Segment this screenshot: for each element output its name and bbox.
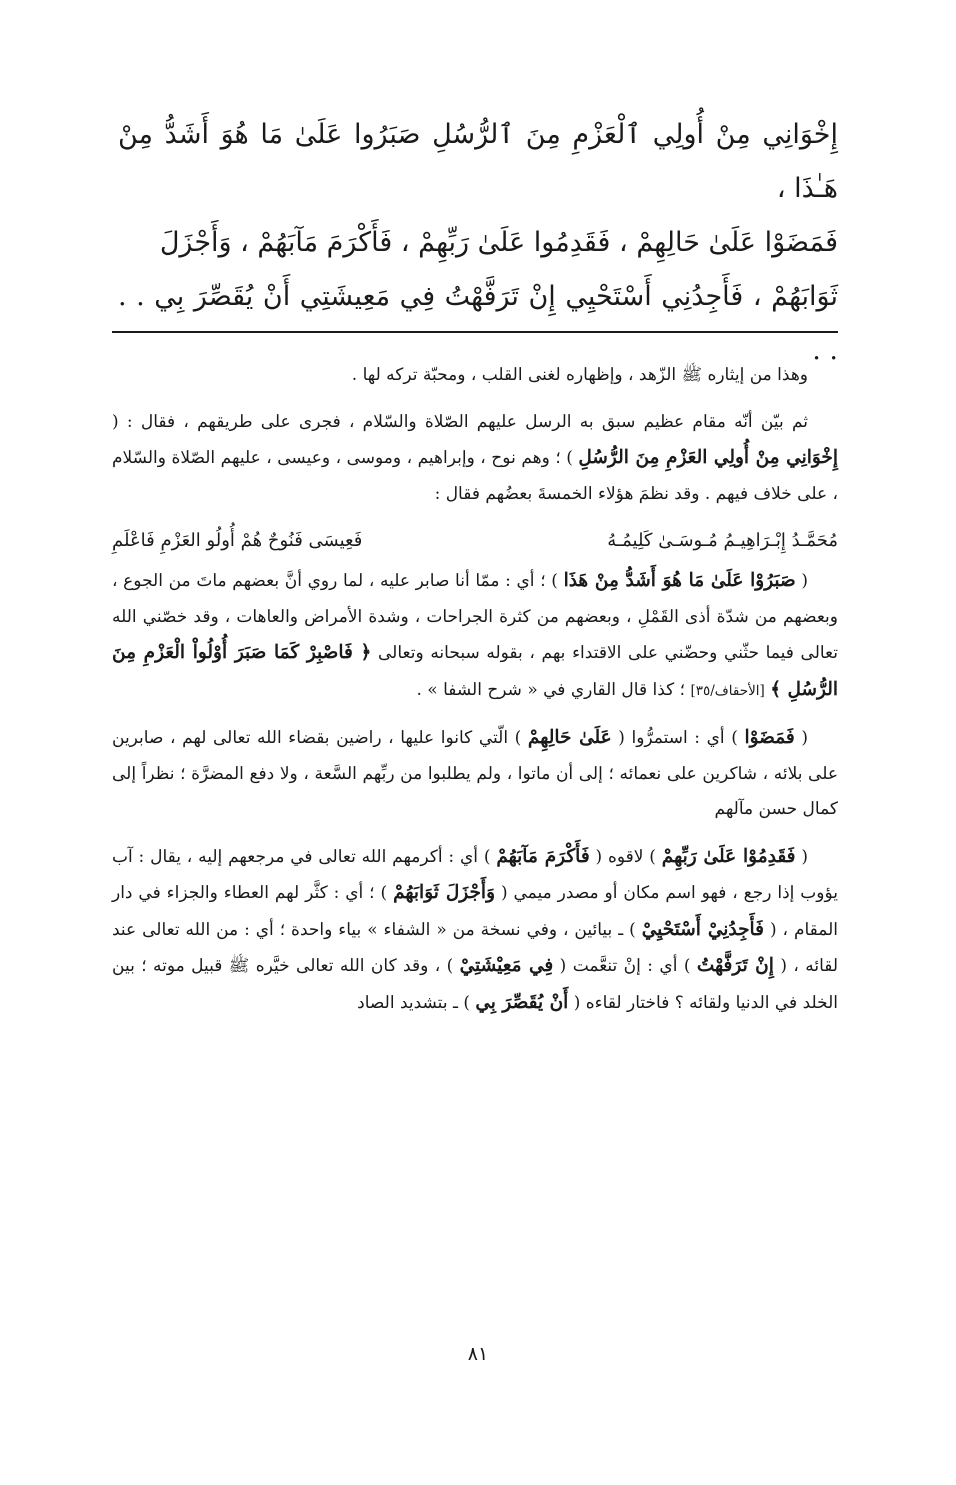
quoted-text: فَأَجِدُنِيْ أَسْتَحْيِيْ — [641, 918, 765, 940]
poetry-verse — [112, 523, 838, 559]
hadith-line-2: فَمَضَوْا عَلَىٰ حَالِهِمْ ، فَقَدِمُوا عَلَىٰ رَبِّهِمْ ، فَأَكْرَمَ مَآبَهُمْ ، وَأَجْزَلَ — [159, 227, 838, 258]
quoted-text: إِنْ تَرَفَّهْتُ — [696, 955, 774, 976]
text: ؛ كذا قال القاري في « شرح الشفا » . — [416, 679, 686, 700]
text: ) ـ بتشديد الصاد — [357, 992, 470, 1013]
quoted-text: أَنْ يُقَصِّرَ بِي — [475, 991, 569, 1013]
separator-rule — [112, 331, 838, 333]
quran-verse: ﴿ فَاصْبِرْ كَمَا صَبَرَ أُوْلُواْ الْعَزْمِ مِنَ الرُّسُلِ ﴾ — [112, 642, 838, 700]
verse-reference: [الأحقاف/٣٥] — [690, 682, 765, 699]
hadith-line-3: ثَوَابَهُمْ ، فَأَجِدُنِي أَسْتَحْيِي إِنْ تَرَفَّهْتُ فِي مَعِيشَتِي أَنْ يُقَصِّرَ بِي . . . . — [118, 281, 838, 366]
text: ) الّتي كانوا عليها ، راضين بقضاء الله تعالى لهم ، صابرين على بلائه ، شاكرين على نعمائه ؛ إلى أن ماتوا ، ولم يطلبوا من ربِّهم السَّعة ، ولا دفع المضرَّة ؛ نظراً إلى كمال حسن مآلهم — [112, 728, 838, 819]
text: ثم بيّن أنّه مقام عظيم سبق به الرسل عليهم الصّلاة والسّلام ، فجرى على طريقهم ، فقال : ( — [112, 411, 808, 432]
text: ) ؛ وهم نوح ، وإبراهيم ، وموسى ، وعيسى ، عليهم الصّلاة والسّلام ، على خلاف فيهم . وقد نظمَ هؤلاء الخمسةَ بعضُهم فقال : — [112, 448, 838, 504]
text: ) لاقوه ( — [595, 846, 656, 867]
commentary-paragraph-2 — [112, 405, 838, 513]
quoted-text: عَلَىٰ حَالِهِمْ — [527, 727, 612, 748]
quoted-text: فَأَكْرَمَ مَآبَهُمْ — [496, 845, 590, 867]
text: ) أي : إنْ تنعَّمت ( — [559, 956, 691, 976]
page-number: ٨١ — [467, 1343, 489, 1365]
text: ) أي : استمرُّوا ( — [618, 728, 738, 748]
commentary-paragraph-5 — [112, 839, 838, 1022]
commentary-paragraph-4 — [112, 720, 838, 828]
text: ( — [801, 846, 808, 867]
text: ) ؛ أي : كثَّر لهم العطاء والجزاء في دار المقام ، ( — [112, 883, 838, 940]
hadith-line-1: إِخْوَانِي مِنْ أُولِي ٱلْعَزْمِ مِنَ ٱلرُّسُلِ صَبَرُوا عَلَىٰ مَا هُوَ أَشَدُّ مِنْ هَـٰذَا ، — [118, 119, 838, 204]
commentary — [112, 358, 838, 1032]
book-page — [112, 108, 839, 1478]
text: ) ، وقد كان الله تعالى خيَّره ﷺ قبيل موته ؛ بين الخلد في الدنيا ولقائه ؟ فاختار لقاءه ( — [112, 956, 838, 1013]
quoted-text: فَمَضَوْا — [744, 727, 795, 748]
verse-first-hemistich: مُحَمَّـدُ إِبْـرَاهِيـمُ مُـوسَـىٰ كَلِيمُـهُ — [607, 530, 838, 551]
text: ) ؛ أي : ممّا أنا صابر عليه ، لما روي أنَّ بعضهم ماتَ من الجوع ، وبعضهم من شدّة أذى القَمْلِ ، وبعضهم من كثرة الجراحات ، وشدة الأمراض والعاهات ، وقد خصّني الله تعالى فيما حثّني وحضّني على الاقتداء بهم ، بقوله سبحانه وتعالى — [112, 571, 838, 663]
text: ) ـ بيائين ، وفي نسخة من « الشفاء » بياء واحدة ؛ أي : من الله تعالى عند لقائه ، ( — [112, 919, 839, 976]
quoted-text: فِي مَعِيْشَتِيْ — [459, 955, 554, 976]
verse-second-hemistich: فَعِيسَى فَنُوحٌ هُمْ أُولُو العَزْمِ فَاعْلَمِ — [112, 530, 363, 551]
commentary-paragraph-3 — [112, 563, 838, 709]
text: ) أي : أكرمهم الله تعالى في مرجعهم إليه ، يقال : آب يؤوب إذا رجع ، فهو اسم مكان أو مصدر ميمي ( — [112, 846, 839, 903]
commentary-paragraph-1 — [112, 358, 838, 394]
quoted-text: فَقَدِمُوْا عَلَىٰ رَبِّهِمْ — [661, 845, 796, 867]
hadith-text — [118, 108, 838, 378]
quoted-text: صَبَرُوْا عَلَىٰ مَا هُوَ أَشَدُّ مِنْ هَذَا — [563, 570, 796, 591]
text: ( — [801, 571, 809, 591]
quoted-text: وَأَجْزَلَ ثَوَابَهُمْ — [393, 882, 496, 903]
text: وهذا من إيثاره ﷺ الزّهد ، وإظهاره لغنى القلب ، ومحبّة تركه لها . — [351, 365, 808, 385]
text: ( — [801, 728, 808, 748]
quoted-text: إِخْوَانِي مِنْ أُولِي العَزْمِ مِنَ الرُّسُلِ — [578, 447, 838, 468]
